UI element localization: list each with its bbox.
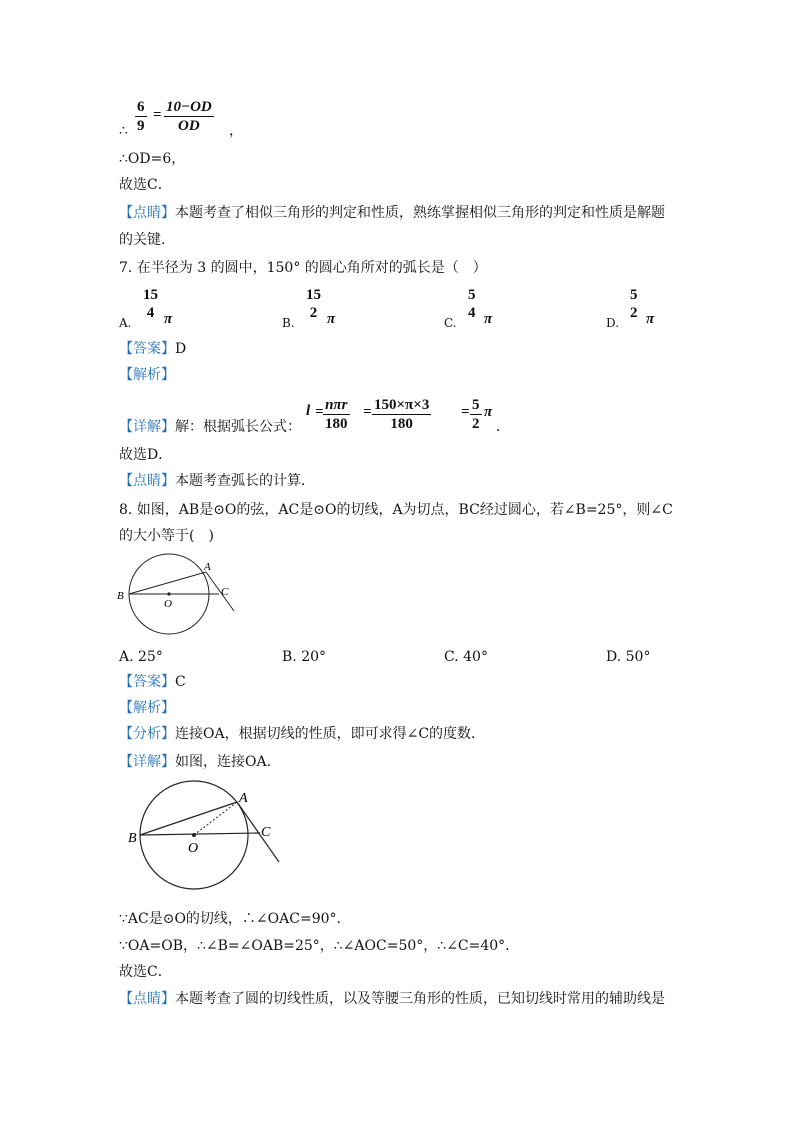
svg-text:O: O [164, 598, 172, 610]
comment-1: 【点睛】本题考查了相似三角形的判定和性质，熟练掌握相似三角形的判定和性质是解题 [119, 205, 665, 221]
comma: ， [229, 123, 243, 139]
q8-option-d: D. 50° [606, 649, 651, 665]
q7-analysis-tag: 【解析】 [119, 367, 175, 383]
svg-text:C: C [261, 825, 271, 840]
svg-text:B: B [117, 590, 124, 602]
q8-because-2: ∵OA=OB，∴∠B=∠OAB=25°，∴∠AOC=50°，∴∠C=40°． [119, 938, 520, 954]
therefore-symbol: ∴ [119, 123, 128, 139]
svg-text:A: A [204, 561, 211, 573]
comment-1-cont: 的关键． [119, 232, 175, 248]
fraction-6-9: $\frac{6}{9}$ [137, 99, 145, 134]
q8-analysis-tag: 【解析】 [119, 700, 175, 716]
q8-option-c: C. 40° [444, 649, 488, 665]
equals-sign: = [153, 107, 162, 123]
q7-comment: 【点睛】本题考查弧长的计算． [119, 473, 315, 489]
od-result: ∴OD=6， [119, 151, 186, 167]
svg-text:C: C [221, 586, 229, 598]
circle-figure-2 [124, 780, 284, 905]
q8-detail: 【详解】如图，连接OA． [119, 754, 281, 770]
svg-text:A: A [239, 791, 248, 806]
q8-because-1: ∵AC是⊙O的切线，∴∠OAC=90°． [119, 911, 351, 927]
q8-option-b: B. 20° [282, 649, 327, 665]
svg-text:B: B [128, 831, 137, 846]
q8-comment: 【点睛】本题考查了圆的切线性质，以及等腰三角形的性质，已知切线时常用的辅助线是 [119, 991, 665, 1007]
select-c-1: 故选C． [119, 177, 172, 193]
comment-tag: 【点睛】 [119, 205, 175, 221]
q8-answer: 【答案】C [119, 674, 186, 690]
q7-detail: 【详解】解：根据弧长公式： l = nπr 180 = $\frac{150\times\pi\times 3}{180}$ = $\frac{5}{2}$ π ． [119, 397, 510, 435]
svg-text:O: O [188, 841, 199, 856]
q8-fenxi: 【分析】连接OA，根据切线的性质，即可求得∠C的度数． [119, 726, 486, 742]
q8-stem-2: 的大小等于( ) [119, 528, 214, 544]
q7-answer: 【答案】D [119, 341, 187, 357]
fraction-10-od: $\frac{10-OD}{OD}$ [166, 99, 212, 134]
q7-stem: 7. 在半径为 3 的圆中，150° 的圆心角所对的弧长是（ ） [119, 260, 487, 276]
q8-stem-1: 8. 如图，AB是⊙O的弦，AC是⊙O的切线，A为切点，BC经过圆心，若∠B=25°，则∠C [119, 502, 673, 518]
q8-select: 故选C． [119, 964, 172, 980]
q8-option-a: A. 25° [119, 649, 163, 665]
q7-select: 故选D． [119, 447, 173, 463]
circle-figure-1 [114, 551, 239, 641]
